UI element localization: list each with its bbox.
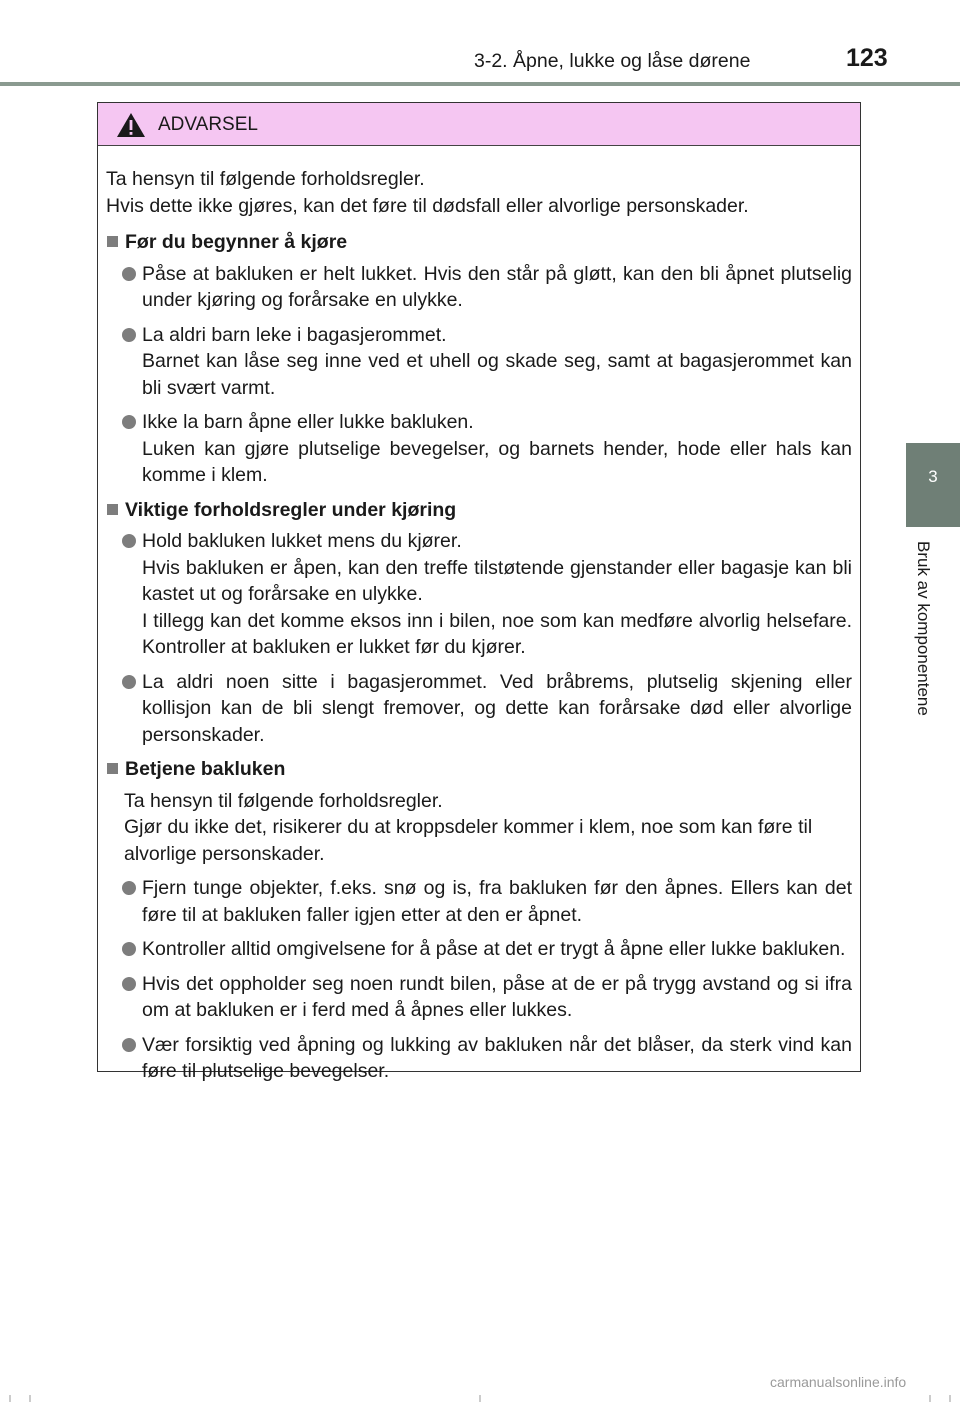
bullet-line: Hvis det oppholder seg noen rundt bilen, påse at de er på trygg avstand og si ifra om at bakluken er i ferd med å åpnes eller lukkes.: [142, 972, 852, 1021]
section-title: Betjene bakluken: [125, 758, 286, 780]
bullet-item: [122, 261, 852, 314]
bullet-line: Barnet kan låse seg inne ved et uhell og skade seg, samt at bagasjerommet kan bli svært varmt.: [142, 350, 852, 399]
bullet-line: Vær forsiktig ved åpning og lukking av bakluken når det blåser, da sterk vind kan føre til plutselige bevegelser.: [142, 1033, 852, 1082]
bullet-item-text: [142, 669, 852, 749]
bullet-item-text: [142, 322, 852, 402]
bullet-line: Kontroller alltid omgivelsene for å påse at det er trygt å åpne eller lukke bakluken.: [142, 938, 846, 960]
warning-triangle-icon: [116, 112, 146, 138]
chapter-tab-number: 3: [928, 467, 938, 486]
bullet-line: Fjern tunge objekter, f.eks. snø og is, fra bakluken før den åpnes. Ellers kan det føre til at bakluken faller igjen etter at den er åpnet.: [142, 877, 852, 926]
intro-line: Ta hensyn til følgende forholdsregler.: [106, 168, 425, 190]
bullet-item: [122, 669, 852, 749]
section-title: Før du begynner å kjøre: [125, 231, 348, 253]
round-bullet-icon: [122, 328, 136, 342]
intro-line: Hvis dette ikke gjøres, kan det føre til dødsfall eller alvorlige personskader.: [106, 194, 749, 217]
round-bullet-icon: [122, 267, 136, 281]
round-bullet-icon: [122, 534, 136, 548]
header-rule: [0, 82, 960, 86]
bullet-item-text: [142, 409, 852, 489]
footer-crop-marks: [0, 1393, 960, 1402]
page-number: 123: [846, 44, 888, 72]
round-bullet-icon: [122, 977, 136, 991]
round-bullet-icon: [122, 1038, 136, 1052]
section-title: Viktige forholdsregler under kjøring: [125, 498, 457, 521]
bullet-line: Luken kan gjøre plutselige bevegelser, og barnets hender, hode eller hals kan komme i klem.: [142, 437, 852, 486]
section-intro-line: Ta hensyn til følgende forholdsregler.: [124, 789, 443, 812]
warning-header: [98, 103, 860, 146]
header-section-title: 3-2. Åpne, lukke og låse dørene: [474, 50, 751, 72]
round-bullet-icon: [122, 881, 136, 895]
section-heading: [106, 756, 852, 783]
bullet-item-text: [142, 875, 852, 928]
bullet-item: [122, 528, 852, 661]
bullet-item: [122, 322, 852, 402]
bullet-item: [122, 875, 852, 928]
warning-title: ADVARSEL: [158, 114, 258, 135]
warning-box: [97, 102, 861, 1082]
square-bullet-icon: [107, 236, 118, 247]
bullet-item-text: [142, 971, 852, 1024]
bullet-line: Påse at bakluken er helt lukket. Hvis den står på gløtt, kan den bli åpnet plutselig under kjøring og forårsake en ulykke.: [142, 262, 852, 311]
bullet-line: La aldri noen sitte i bagasjerommet. Ved bråbrems, plutselig skjening eller kollisjon kan de bli slengt fremover, og dette kan forårsake død eller alvorlige personskader.: [142, 670, 852, 746]
section-heading: [106, 229, 852, 256]
warning-body: [98, 146, 860, 1085]
chapter-tab: [906, 443, 960, 527]
watermark: carmanualsonline.info: [770, 1374, 907, 1390]
bullet-line: Hvis bakluken er åpen, kan den treffe tilstøtende gjenstander eller bagasje kan bli kastet ut og forårsake en ulykke.: [142, 556, 852, 605]
bullet-item: [122, 936, 852, 963]
bullet-item: [122, 409, 852, 489]
square-bullet-icon: [107, 763, 118, 774]
round-bullet-icon: [122, 675, 136, 689]
bullet-item: [122, 1032, 852, 1085]
bullet-line: Ikke la barn åpne eller lukke bakluken.: [142, 411, 474, 433]
bullet-line: Hold bakluken lukket mens du kjører.: [142, 530, 462, 552]
bullet-line: I tillegg kan det komme eksos inn i bilen, noe som kan medføre alvorlig helsefare. Kontroller at bakluken er lukket før du kjører.: [142, 609, 852, 658]
round-bullet-icon: [122, 942, 136, 956]
bullet-item-text: [142, 528, 852, 661]
square-bullet-icon: [107, 504, 118, 515]
bullet-item: [122, 971, 852, 1024]
section-heading: [106, 497, 852, 524]
bullet-item-text: [142, 1032, 852, 1085]
section-intro-line: Gjør du ikke det, risikerer du at kroppsdeler kommer i klem, noe som kan føre til alvorlige personskader.: [124, 816, 813, 865]
warning-intro: [106, 166, 852, 219]
round-bullet-icon: [122, 415, 136, 429]
bullet-line: La aldri barn leke i bagasjerommet.: [142, 323, 447, 346]
bullet-item-text: [142, 936, 852, 963]
section-intro: [124, 788, 852, 868]
bullet-item-text: [142, 261, 852, 314]
chapter-label: Bruk av komponentene: [914, 541, 933, 716]
